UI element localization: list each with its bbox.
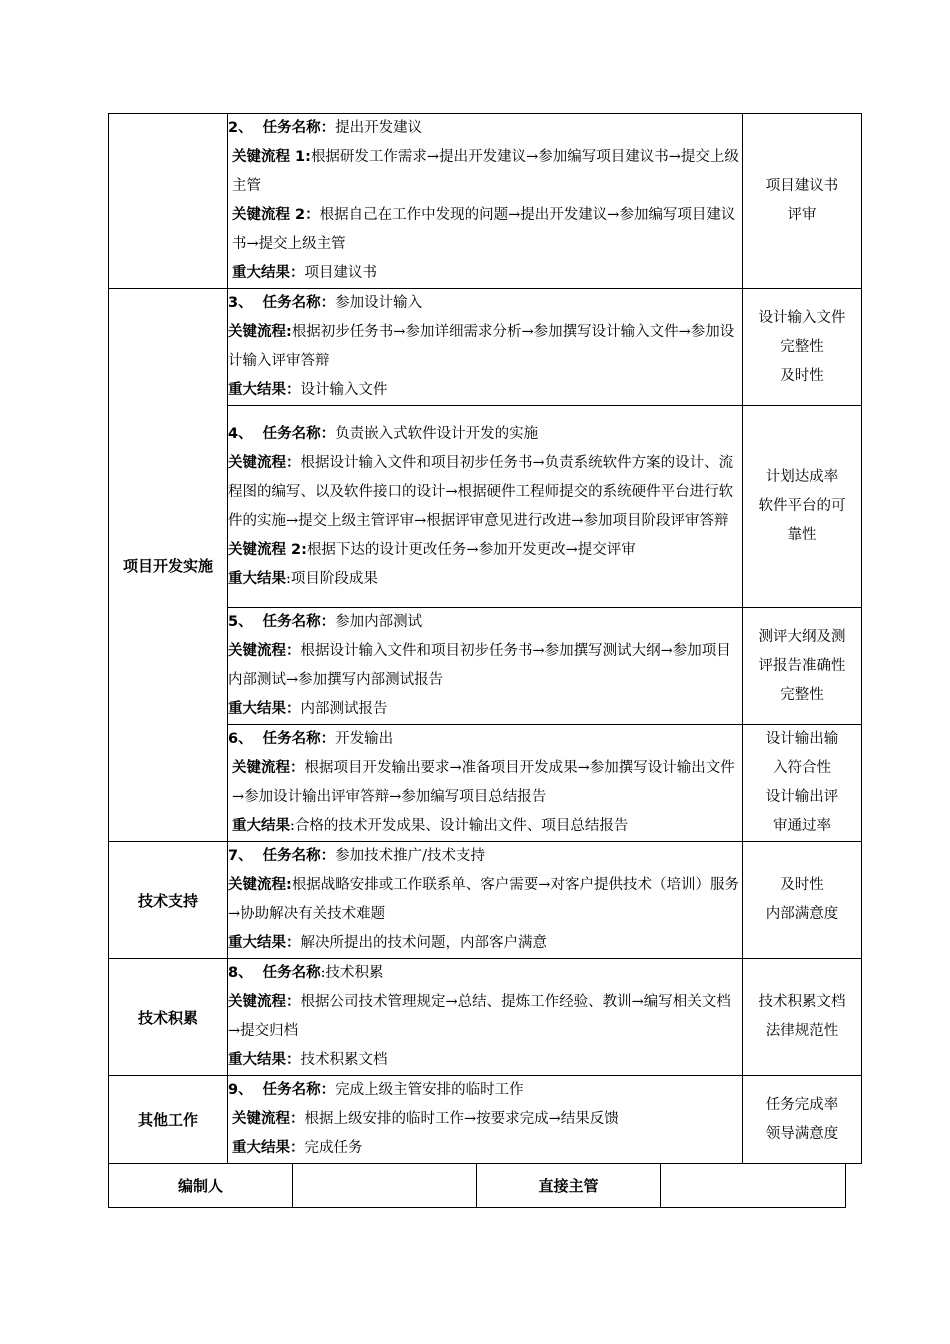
- task-cell: [228, 842, 743, 959]
- flow-label: 关键流程：: [228, 994, 301, 1010]
- category-cell-empty: [109, 114, 228, 289]
- task-cell: [228, 1076, 743, 1164]
- flow-text: 根据战略安排或工作联系单、客户需要→对客户提供技术（培训）服务→协助解决有关技术难题: [228, 877, 739, 922]
- result-text: :合格的技术开发成果、设计输出文件、项目总结报告: [290, 818, 629, 834]
- metric-line: 设计输出输: [765, 731, 839, 747]
- task-name: 提出开发建议: [335, 120, 423, 136]
- metric-line: 计划达成率: [765, 469, 839, 485]
- result-label: 重大结果：: [228, 1052, 301, 1068]
- flow-label: 关键流程 2:: [228, 541, 307, 558]
- metric-line: 测评大纲及测: [758, 628, 846, 645]
- metric-line: 法律规范性: [765, 1023, 839, 1039]
- result-label: 重大结果：: [228, 701, 301, 717]
- supervisor-field[interactable]: [661, 1164, 846, 1208]
- flow-text: 根据项目开发输出要求→准备项目开发成果→参加撰写设计输出文件→参加设计输出评审答辩→参加编写项目总结报告: [232, 760, 735, 805]
- table-row: [109, 1076, 862, 1164]
- flow-label: 关键流程 1:: [232, 149, 311, 165]
- result-text: 项目建议书: [304, 265, 377, 281]
- task-cell: [228, 406, 743, 608]
- metric-cell: [743, 725, 862, 842]
- task-number: 2、: [228, 120, 253, 136]
- result-label: 重大结果：: [228, 382, 301, 398]
- metric-line: 内部满意度: [765, 906, 839, 922]
- metric-line: 审通过率: [773, 818, 831, 834]
- metric-line: 设计输入文件: [758, 309, 846, 326]
- task-name: :技术积累: [320, 965, 384, 981]
- flow-label: 关键流程：: [228, 454, 301, 471]
- flow-text: 根据自己在工作中发现的问题→提出开发建议→参加编写项目建议书→提交上级主管: [232, 207, 736, 252]
- table-row: [109, 114, 862, 289]
- result-label: 重大结果: [228, 570, 286, 587]
- result-label: 重大结果：: [232, 265, 305, 281]
- task-number: 8、: [228, 965, 253, 981]
- job-description-sheet: [108, 113, 861, 1208]
- task-number: 5、: [228, 614, 253, 630]
- task-name: 负责嵌入式软件设计开发的实施: [335, 425, 539, 442]
- metric-cell: [743, 406, 862, 608]
- metric-line: 软件平台的可: [758, 498, 846, 514]
- metric-line: 完整性: [780, 686, 824, 703]
- flow-text: 根据初步任务书→参加详细需求分析→参加撰写设计输入文件→参加设计输入评审答辩: [228, 324, 735, 369]
- flow-text: 根据设计输入文件和项目初步任务书→参加撰写测试大纲→参加项目内部测试→参加撰写内部测试报告: [228, 643, 731, 688]
- metric-line: 技术积累文档: [758, 994, 846, 1010]
- task-name-label: 任务名称：: [262, 120, 336, 136]
- flow-label: 关键流程:: [228, 877, 292, 893]
- table-row: [109, 959, 862, 1076]
- task-cell: [228, 608, 743, 725]
- task-number: 6、: [228, 731, 253, 747]
- task-name: 参加技术推广/技术支持: [335, 848, 485, 864]
- author-field[interactable]: [293, 1164, 477, 1208]
- flow-label: 关键流程：: [232, 1111, 305, 1127]
- signature-table: [108, 1164, 846, 1208]
- task-name-label: 任务名称：: [262, 731, 336, 747]
- task-name-label: 任务名称：: [262, 614, 336, 630]
- category-accumulation: 技术积累: [109, 959, 228, 1076]
- supervisor-label: 直接主管: [477, 1164, 661, 1208]
- metric-cell: [743, 1076, 862, 1164]
- metric-cell: [743, 959, 862, 1076]
- author-label: 编制人: [109, 1164, 293, 1208]
- task-cell: [228, 114, 743, 289]
- result-text: 解决所提出的技术问题，内部客户满意: [300, 935, 547, 951]
- metric-line: 及时性: [780, 877, 824, 893]
- result-text: :项目阶段成果: [286, 570, 378, 587]
- flow-label: 关键流程:: [228, 324, 292, 340]
- flow-text: 根据设计输入文件和项目初步任务书→负责系统软件方案的设计、流程图的编写、以及软件接口的设计→根据硬件工程师提交的系统硬件平台进行软件的实施→提交上级主管评审→根据评审意见进行改进→参加项目阶段评审答辩: [228, 454, 734, 529]
- result-text: 完成任务: [304, 1140, 363, 1156]
- result-text: 技术积累文档: [300, 1052, 388, 1068]
- result-label: 重大结果：: [228, 935, 301, 951]
- task-number: 4、: [228, 425, 253, 442]
- result-text: 内部测试报告: [300, 701, 388, 717]
- table-row: [109, 289, 862, 406]
- category-other: 其他工作: [109, 1076, 228, 1164]
- task-name-label: 任务名称：: [262, 848, 336, 864]
- task-number: 3、: [228, 295, 253, 311]
- metric-line: 及时性: [780, 367, 824, 384]
- task-cell: [228, 725, 743, 842]
- metric-line: 评审: [787, 207, 817, 223]
- metric-line: 项目建议书: [765, 178, 839, 194]
- flow-text: 根据公司技术管理规定→总结、提炼工作经验、教训→编写相关文档→提交归档: [228, 994, 731, 1039]
- signature-row: [109, 1164, 846, 1208]
- task-number: 7、: [228, 848, 253, 864]
- metric-cell: [743, 842, 862, 959]
- metric-line: 靠性: [787, 527, 817, 543]
- task-cell: [228, 289, 743, 406]
- metric-line: 设计输出评: [765, 789, 839, 805]
- category-support: 技术支持: [109, 842, 228, 959]
- task-cell: [228, 959, 743, 1076]
- task-name-label: 任务名称：: [262, 1082, 336, 1098]
- metric-cell: [743, 289, 862, 406]
- task-name: 完成上级主管安排的临时工作: [335, 1082, 524, 1098]
- metric-cell: [743, 114, 862, 289]
- metric-line: 完整性: [780, 338, 824, 355]
- task-name-label: 任务名称: [262, 965, 321, 981]
- metric-cell: [743, 608, 862, 725]
- metric-line: 任务完成率: [765, 1096, 839, 1113]
- task-table: [108, 113, 862, 1164]
- result-label: 重大结果：: [232, 1140, 305, 1156]
- task-number: 9、: [228, 1082, 253, 1098]
- flow-text: 根据下达的设计更改任务→参加开发更改→提交评审: [306, 541, 636, 558]
- task-name: 参加设计输入: [335, 295, 423, 311]
- result-label: 重大结果: [232, 818, 290, 834]
- metric-line: 评报告准确性: [758, 657, 846, 674]
- flow-label: 关键流程：: [232, 760, 305, 776]
- flow-label: 关键流程：: [228, 643, 301, 659]
- flow-label: 关键流程 2：: [232, 207, 320, 223]
- task-name: 开发输出: [335, 731, 394, 747]
- metric-line: 入符合性: [773, 760, 831, 776]
- task-name: 参加内部测试: [335, 614, 423, 630]
- result-text: 设计输入文件: [300, 382, 388, 398]
- category-dev: 项目开发实施: [109, 289, 228, 842]
- flow-text: 根据研发工作需求→提出开发建议→参加编写项目建议书→提交上级主管: [232, 149, 739, 194]
- task-name-label: 任务名称：: [262, 295, 336, 311]
- table-row: [109, 842, 862, 959]
- metric-line: 领导满意度: [765, 1125, 839, 1142]
- task-name-label: 任务名称：: [262, 425, 336, 442]
- flow-text: 根据上级安排的临时工作→按要求完成→结果反馈: [304, 1111, 619, 1127]
